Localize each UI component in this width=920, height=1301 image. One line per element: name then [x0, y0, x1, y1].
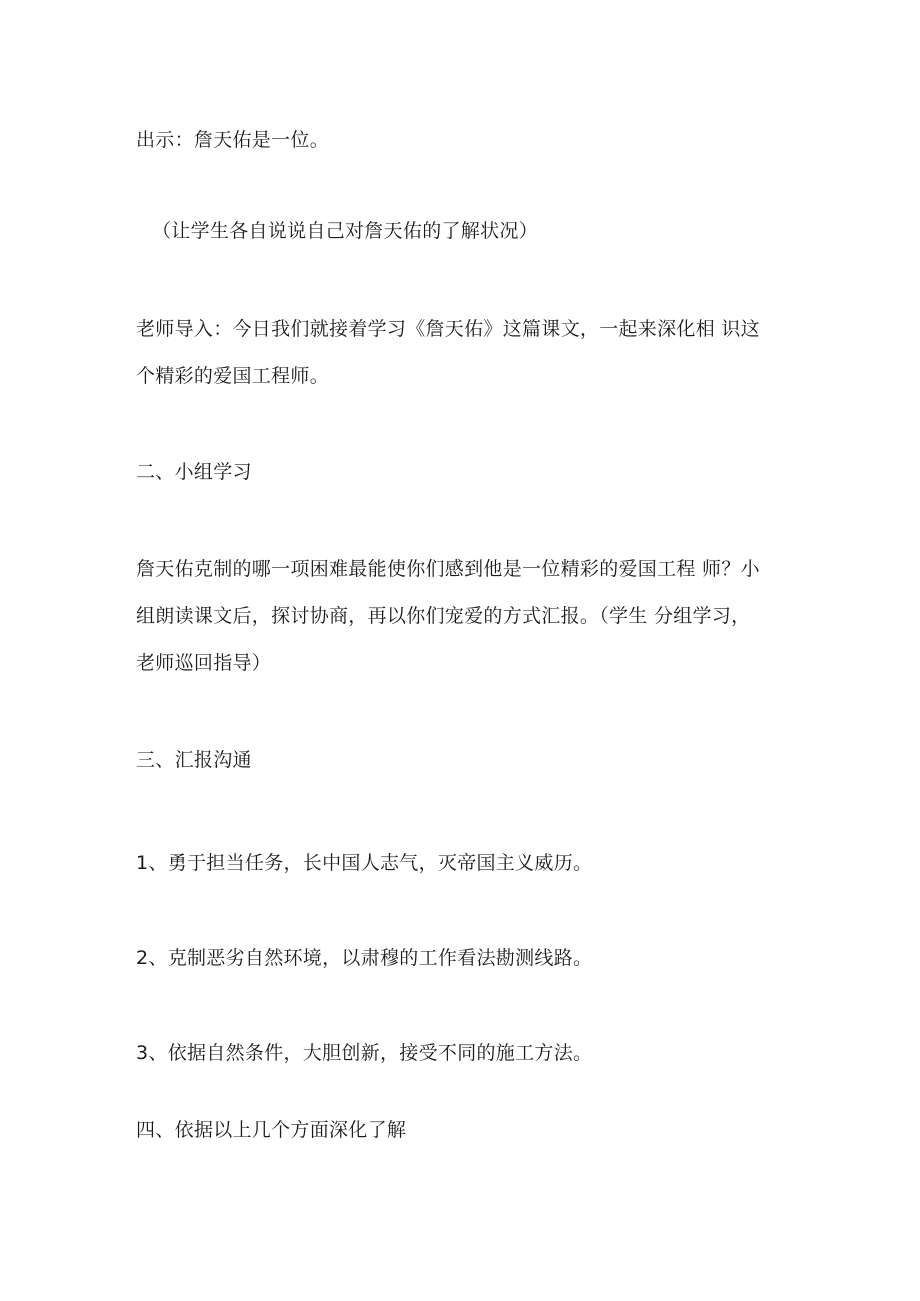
paragraph-teacher-intro: [136, 306, 796, 400]
section-heading-report: [136, 737, 796, 784]
list-item-2: [136, 935, 796, 982]
section-heading-group-study: [136, 449, 796, 496]
paragraph-group-question: [136, 546, 796, 687]
text-line: 二、小组学习: [136, 461, 252, 483]
list-item-3: [136, 1030, 796, 1077]
paragraph-display-prompt: [136, 117, 796, 164]
text-line: 四、依据以上几个方面深化了解: [136, 1119, 407, 1141]
text-line: 三、汇报沟通: [136, 749, 252, 771]
text-line: 出示：詹天佑是一位。: [136, 129, 330, 151]
text-line: 老师巡回指导）: [136, 652, 272, 674]
text-line: 老师导入：今日我们就接着学习《詹天佑》这篇课文，一起来深化相 识这: [136, 318, 760, 340]
section-heading-deepen: [136, 1107, 796, 1154]
text-line: 个精彩的爱国工程师。: [136, 365, 330, 387]
text-line: （让学生各自说说自己对詹天佑的了解状况）: [152, 220, 539, 242]
text-line: 2、克制恶劣自然环境，以肃穆的工作看法勘测线路。: [136, 947, 593, 969]
text-line: 1、勇于担当任务，长中国人志气，灭帝国主义威历。: [136, 852, 593, 874]
paragraph-student-activity-note: [152, 208, 812, 255]
list-item-1: [136, 840, 796, 887]
text-line: 3、依据自然条件，大胆创新，接受不同的施工方法。: [136, 1042, 593, 1064]
text-line: 詹天佑克制的哪一项困难最能使你们感到他是一位精彩的爱国工程 师？小: [136, 558, 760, 580]
text-line: 组朗读课文后，探讨协商，再以你们宠爱的方式汇报。（学生 分组学习，: [136, 605, 751, 627]
